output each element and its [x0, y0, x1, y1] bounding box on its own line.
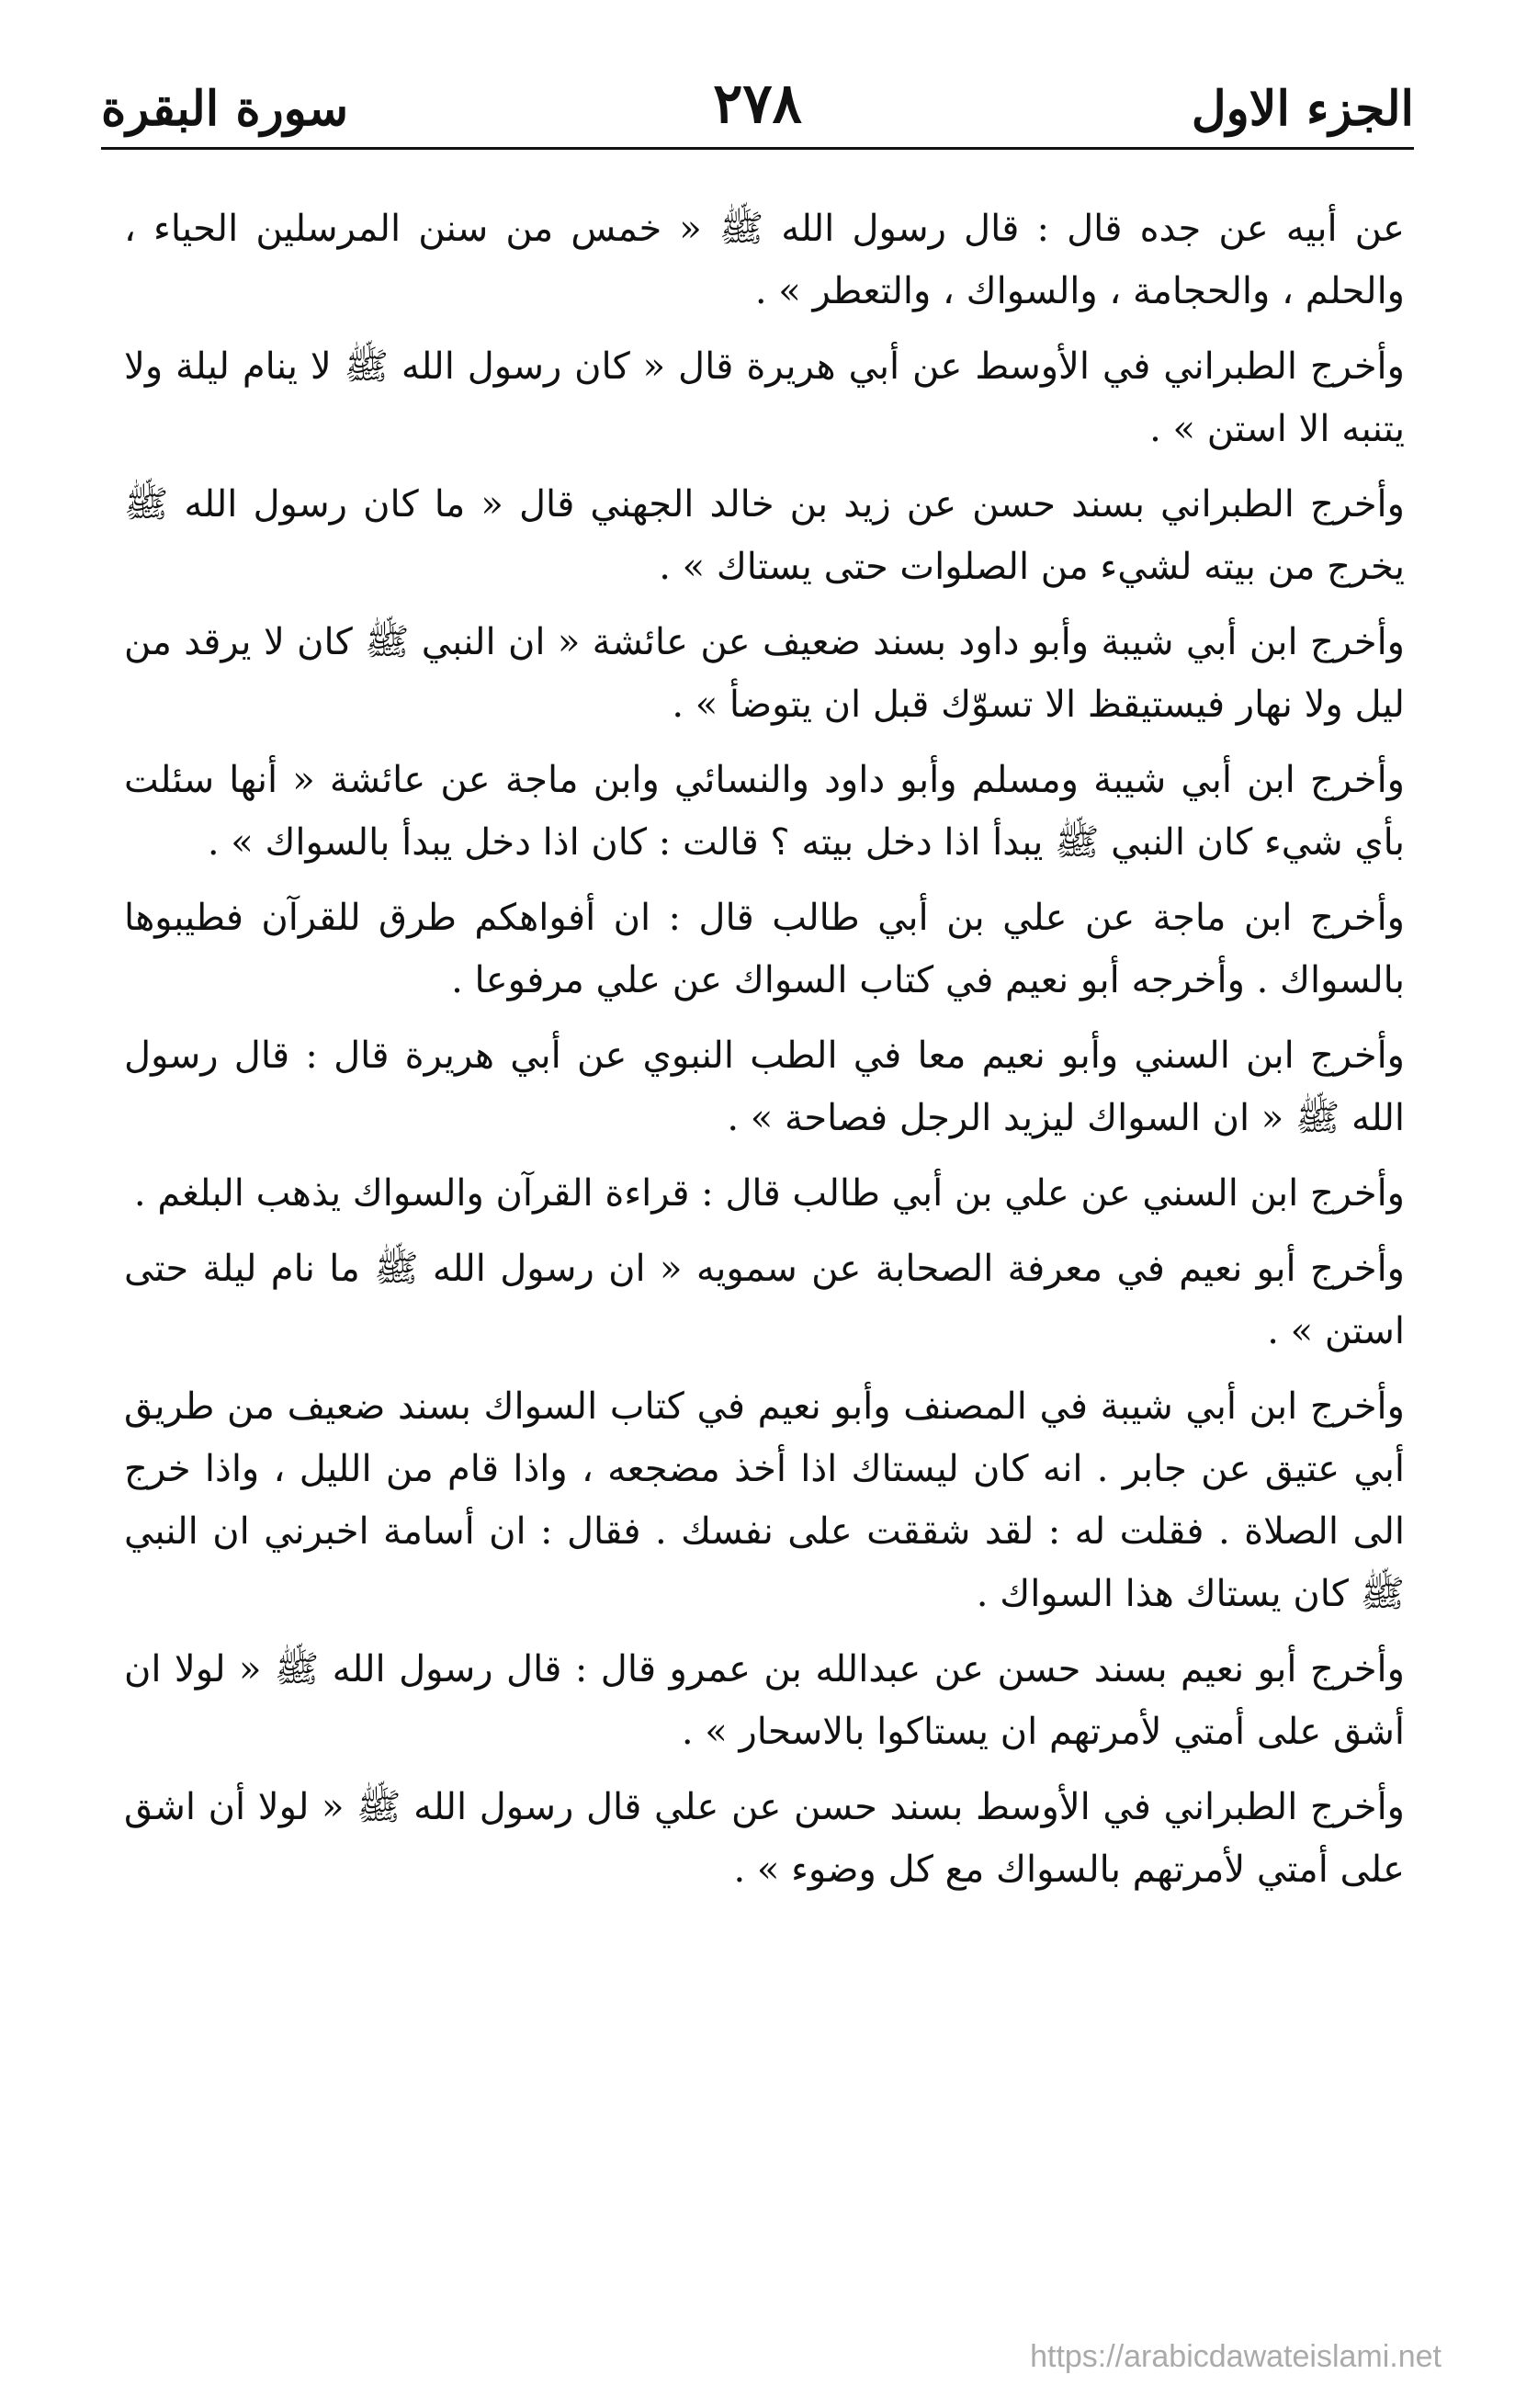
- part-title: الجزء الاول: [1191, 81, 1414, 137]
- page-header: [101, 72, 1414, 154]
- paragraph: وأخرج ابن السني وأبو نعيم معا في الطب النبوي عن أبي هريرة قال : قال رسول الله ﷺ « ان السواك ليزيد الرجل فصاحة » .: [124, 1034, 1405, 1139]
- page-body: [124, 198, 1405, 1914]
- paragraph: وأخرج أبو نعيم بسند حسن عن عبدالله بن عمرو قال : قال رسول الله ﷺ « لولا ان أشق على أمتي لأمرتهم ان يستاكوا بالاسحار » .: [124, 1648, 1405, 1753]
- header-divider: [101, 147, 1414, 150]
- paragraph: وأخرج ابن أبي شيبة في المصنف وأبو نعيم في كتاب السواك بسند ضعيف من طريق أبي عتيق عن جابر . انه كان ليستاك اذا أخذ مضجعه ، واذا قام من الليل ، واذا خرج الى الصلاة . فقلت له : لقد شققت على نفسك . فقال : ان أسامة اخبرني ان النبي ﷺ كان يستاك هذا السواك .: [124, 1385, 1405, 1615]
- paragraph: وأخرج ابن أبي شيبة وأبو داود بسند ضعيف عن عائشة « ان النبي ﷺ كان لا يرقد من ليل ولا نهار فيستيقظ الا تسوّك قبل ان يتوضأ » .: [124, 621, 1405, 726]
- surah-title: سورة البقرة: [101, 81, 349, 137]
- paragraph: وأخرج الطبراني في الأوسط عن أبي هريرة قال « كان رسول الله ﷺ لا ينام ليلة ولا يتنبه الا استن » .: [124, 345, 1405, 450]
- source-watermark: https://arabicdawateislami.net: [1030, 2339, 1442, 2374]
- paragraph: عن أبيه عن جده قال : قال رسول الله ﷺ « خمس من سنن المرسلين الحياء ، والحلم ، والحجامة ، والسواك ، والتعطر » .: [124, 208, 1405, 312]
- paragraph: وأخرج الطبراني في الأوسط بسند حسن عن علي قال رسول الله ﷺ « لولا أن اشق على أمتي لأمرتهم بالسواك مع كل وضوء » .: [124, 1786, 1405, 1891]
- paragraph: وأخرج ابن ماجة عن علي بن أبي طالب قال : ان أفواهكم طرق للقرآن فطيبوها بالسواك . وأخرجه أبو نعيم في كتاب السواك عن علي مرفوعا .: [124, 897, 1405, 1001]
- page-number: ٢٧٨: [713, 72, 802, 136]
- paragraph: وأخرج أبو نعيم في معرفة الصحابة عن سمويه « ان رسول الله ﷺ ما نام ليلة حتى استن » .: [124, 1248, 1405, 1352]
- paragraph: وأخرج ابن أبي شيبة ومسلم وأبو داود والنسائي وابن ماجة عن عائشة « أنها سئلت بأي شيء كان النبي ﷺ يبدأ اذا دخل بيته ؟ قالت : كان اذا دخل يبدأ بالسواك » .: [124, 759, 1405, 864]
- paragraph: وأخرج الطبراني بسند حسن عن زيد بن خالد الجهني قال « ما كان رسول الله ﷺ يخرج من بيته لشيء من الصلوات حتى يستاك » .: [124, 483, 1405, 588]
- paragraph: وأخرج ابن السني عن علي بن أبي طالب قال : قراءة القرآن والسواك يذهب البلغم .: [133, 1172, 1405, 1215]
